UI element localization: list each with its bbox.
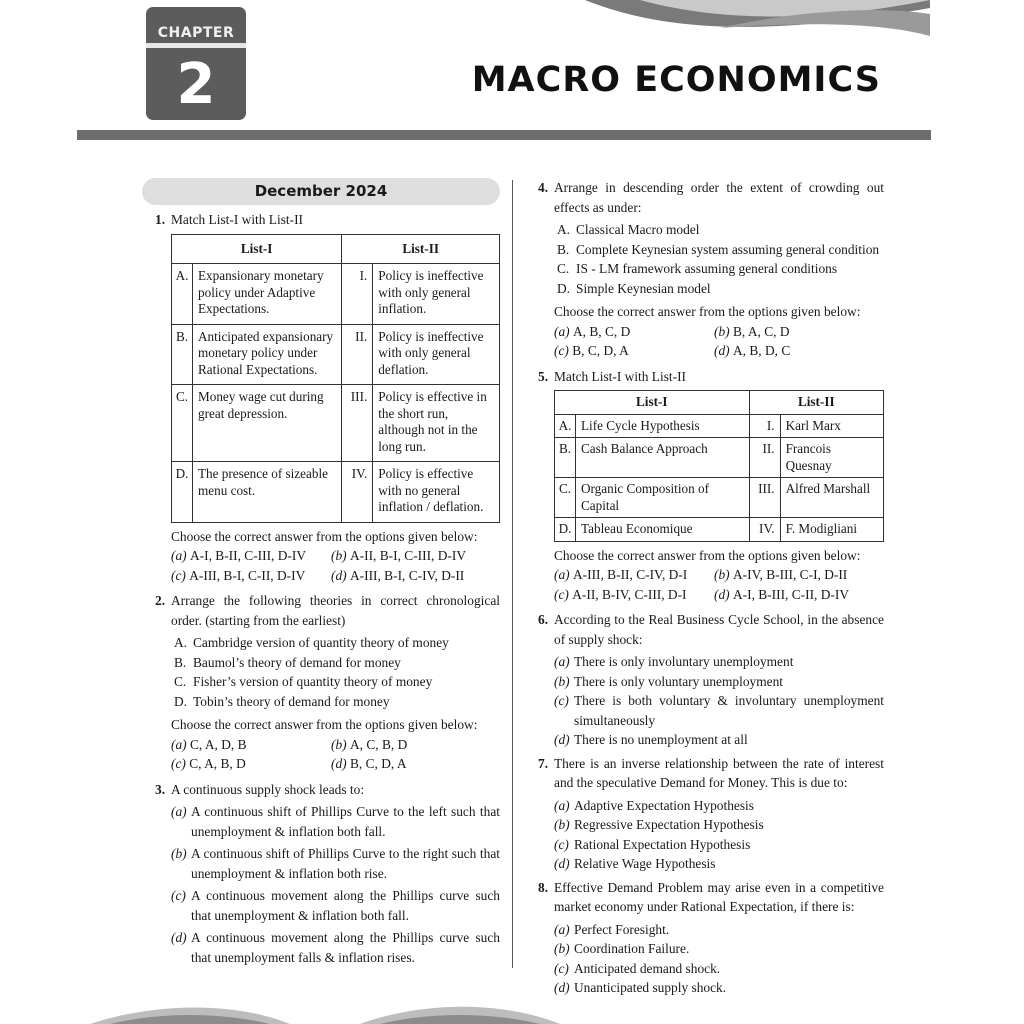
question-2 <box>155 591 500 630</box>
option-label: (a) <box>554 323 570 339</box>
table-header: List-I <box>555 391 750 415</box>
header-rule <box>77 130 931 140</box>
table-header: List-I <box>172 234 342 264</box>
table-cell: Policy is ineffective with only general deflation. <box>373 324 500 385</box>
question-3 <box>155 780 500 800</box>
column-divider <box>512 180 513 968</box>
table-row <box>172 324 500 385</box>
option-label: (b) <box>331 736 347 752</box>
question-8 <box>538 878 884 917</box>
option-text: A continuous shift of Phillips Curve to the left such that unemployment & inflation both fall. <box>191 804 500 839</box>
item-text: Baumol’s theory of demand for money <box>193 654 401 670</box>
option-label: (a) <box>554 797 570 813</box>
option-label: (a) <box>171 804 187 819</box>
options-grid <box>171 735 500 774</box>
question-number: 7. <box>538 755 549 771</box>
option-label: (d) <box>554 856 570 871</box>
item-text: Simple Keynesian model <box>576 280 711 296</box>
table-cell: I. <box>749 414 780 438</box>
table-cell: The presence of sizeable menu cost. <box>193 462 342 523</box>
table-cell: A. <box>172 264 193 325</box>
table-header-row <box>172 234 500 264</box>
question-text: Match List-I with List-II <box>171 212 304 227</box>
table-cell: D. <box>172 462 193 523</box>
section-heading: December 2024 <box>142 178 500 205</box>
option-text: B, C, D, A <box>572 343 629 358</box>
option-c <box>554 691 884 730</box>
option-text: Relative Wage Hypothesis <box>574 856 716 871</box>
option-a <box>171 802 500 841</box>
option-label: (d) <box>714 343 730 358</box>
option-b <box>171 844 500 883</box>
question-number: 5. <box>538 368 549 384</box>
table-cell: Organic Composition of Capital <box>576 478 750 518</box>
choose-instruction: Choose the correct answer from the options given below: <box>554 304 861 319</box>
table-row <box>555 414 884 438</box>
option-b <box>554 939 884 959</box>
item-label: D. <box>557 280 571 296</box>
option-b <box>714 322 884 342</box>
option-text: There is only involuntary unemployment <box>574 654 794 669</box>
item-text: Cambridge version of quantity theory of money <box>193 635 449 650</box>
option-label: (c) <box>171 888 186 903</box>
option-c <box>171 566 331 586</box>
option-label: (b) <box>331 548 347 563</box>
table-row <box>555 518 884 542</box>
table-cell: IV. <box>342 462 373 523</box>
option-c <box>554 835 884 855</box>
option-label: (a) <box>171 548 187 563</box>
table-cell: I. <box>342 264 373 325</box>
question-text: Effective Demand Problem may arise even in a competitive market economy under Rational Expectation, if there is: <box>554 879 884 914</box>
list-item <box>174 633 500 653</box>
table-cell: Policy is ineffective with only general inflation. <box>373 264 500 325</box>
item-label: C. <box>174 674 187 689</box>
item-label: B. <box>174 654 187 670</box>
option-d <box>554 854 884 874</box>
option-text: B, A, C, D <box>732 323 790 339</box>
table-cell: II. <box>342 324 373 385</box>
match-table <box>554 390 884 542</box>
chapter-title: MACRO ECONOMICS <box>471 60 881 100</box>
option-c <box>554 341 714 361</box>
option-text: Unanticipated supply shock. <box>574 980 727 995</box>
option-label: (b) <box>714 323 730 339</box>
question-4-body <box>538 220 884 361</box>
item-text: Tobin’s theory of demand for money <box>193 693 390 709</box>
list-item <box>174 672 500 692</box>
option-b <box>554 672 884 692</box>
item-label: C. <box>557 261 570 276</box>
table-cell: Policy is effective in the short run, although not in the long run. <box>373 385 500 462</box>
item-label: A. <box>174 635 188 650</box>
option-label: (b) <box>554 817 570 832</box>
table-cell: III. <box>749 478 780 518</box>
table-cell: Francois Quesnay <box>780 438 883 478</box>
option-text: A-II, B-IV, C-III, D-I <box>572 586 687 602</box>
option-text: A continuous shift of Phillips Curve to the right such that unemployment & inflation both rise. <box>191 846 500 881</box>
question-text: Arrange in descending order the extent of crowding out effects as under: <box>554 180 884 215</box>
option-label: (c) <box>554 586 569 602</box>
option-label: (d) <box>554 732 570 747</box>
option-text: There is no unemployment at all <box>574 732 748 747</box>
option-text: A, C, B, D <box>349 736 408 752</box>
option-text: Rational Expectation Hypothesis <box>574 836 751 852</box>
option-label: (b) <box>554 673 570 689</box>
item-text: Fisher’s version of quantity theory of money <box>193 674 433 689</box>
table-cell: B. <box>555 438 576 478</box>
choose-instruction: Choose the correct answer from the options given below: <box>171 528 478 544</box>
options-grid <box>554 322 884 361</box>
question-8-body <box>538 920 884 998</box>
option-text: A-III, B-I, C-IV, D-II <box>349 567 465 583</box>
question-5 <box>538 367 884 387</box>
question-number: 2. <box>155 593 166 608</box>
question-number: 8. <box>538 879 549 895</box>
option-a <box>554 322 714 342</box>
list-item <box>174 653 500 673</box>
option-text: A-II, B-I, C-III, D-IV <box>349 548 466 563</box>
option-label: (c) <box>171 756 186 771</box>
option-text: C, A, B, D <box>189 756 246 771</box>
match-table <box>171 234 500 523</box>
option-a <box>554 796 884 816</box>
left-column <box>155 178 500 967</box>
table-cell: Money wage cut during great depression. <box>193 385 342 462</box>
option-label: (c) <box>554 836 569 852</box>
option-b <box>554 815 884 835</box>
chapter-label: CHAPTER <box>157 25 235 41</box>
list-item <box>557 259 884 279</box>
option-label: (a) <box>554 654 570 669</box>
table-cell: IV. <box>749 518 780 542</box>
option-label: (c) <box>554 343 569 358</box>
option-a <box>554 652 884 672</box>
option-text: A-IV, B-III, C-I, D-II <box>732 567 848 582</box>
item-label: A. <box>557 222 571 237</box>
table-cell: Life Cycle Hypothesis <box>576 414 750 438</box>
option-label: (a) <box>171 736 187 752</box>
option-text: A continuous movement along the Phillips curve such that unemployment & inflation both fall. <box>191 888 500 923</box>
option-label: (c) <box>554 960 569 976</box>
question-text: There is an inverse relationship between the rate of interest and the speculative Demand for Money. This is due to: <box>554 755 884 790</box>
list-item <box>557 220 884 240</box>
item-text: Classical Macro model <box>576 222 700 237</box>
option-label: (b) <box>554 941 570 956</box>
question-number: 3. <box>155 781 166 797</box>
question-4 <box>538 178 884 217</box>
question-text: Match List-I with List-II <box>554 368 687 384</box>
option-text: A continuous movement along the Phillips curve such that unemployment falls & inflation rises. <box>191 930 500 965</box>
table-cell: C. <box>555 478 576 518</box>
choose-instruction: Choose the correct answer from the options given below: <box>554 547 861 563</box>
item-label: B. <box>557 241 570 257</box>
option-text: A, B, C, D <box>572 323 631 339</box>
option-text: There is only voluntary unemployment <box>574 673 783 689</box>
table-cell: Policy is effective with no general inflation / deflation. <box>373 462 500 523</box>
question-2-body <box>155 633 500 774</box>
option-d <box>331 566 500 586</box>
item-label: D. <box>174 693 188 709</box>
option-b <box>714 565 884 585</box>
option-text: B, C, D, A <box>349 756 407 771</box>
question-text: Arrange the following theories in correct chronological order. (starting from the earliest) <box>171 593 500 628</box>
options-grid <box>554 565 884 604</box>
table-header-row <box>555 391 884 415</box>
question-1-body <box>155 234 500 586</box>
question-7-body <box>538 796 884 874</box>
option-label: (a) <box>554 921 570 937</box>
question-1 <box>155 210 500 230</box>
option-d <box>331 754 500 774</box>
option-label: (c) <box>171 567 186 583</box>
option-label: (d) <box>331 567 347 583</box>
table-row <box>172 264 500 325</box>
question-number: 1. <box>155 212 166 227</box>
question-number: 6. <box>538 612 549 627</box>
question-3-body <box>155 802 500 967</box>
table-cell: F. Modigliani <box>780 518 883 542</box>
options-grid <box>171 546 500 585</box>
table-row <box>172 385 500 462</box>
option-c <box>554 959 884 979</box>
option-d <box>714 341 884 361</box>
option-d <box>171 928 500 967</box>
question-text: A continuous supply shock leads to: <box>171 781 365 797</box>
option-c <box>171 754 331 774</box>
table-cell: Tableau Economique <box>576 518 750 542</box>
table-cell: D. <box>555 518 576 542</box>
option-a <box>554 920 884 940</box>
chapter-number: 2 <box>176 52 216 117</box>
question-7 <box>538 754 884 793</box>
table-header: List-II <box>342 234 500 264</box>
option-label: (d) <box>714 586 730 602</box>
option-label: (a) <box>554 567 570 582</box>
table-cell: Alfred Marshall <box>780 478 883 518</box>
option-label: (c) <box>554 693 569 708</box>
table-row <box>172 462 500 523</box>
option-b <box>331 546 500 566</box>
item-text: IS - LM framework assuming general conditions <box>576 261 838 276</box>
option-label: (d) <box>331 756 347 771</box>
option-text: Adaptive Expectation Hypothesis <box>574 797 754 813</box>
table-cell: Anticipated expansionary monetary policy under Rational Expectations. <box>193 324 342 385</box>
option-a <box>171 735 331 755</box>
choose-instruction: Choose the correct answer from the options given below: <box>171 717 478 732</box>
table-cell: II. <box>749 438 780 478</box>
option-label: (d) <box>554 980 570 995</box>
option-label: (d) <box>171 930 187 945</box>
option-text: Regressive Expectation Hypothesis <box>574 817 764 832</box>
list-item <box>174 692 500 712</box>
option-text: A-I, B-II, C-III, D-IV <box>189 548 306 563</box>
table-cell: B. <box>172 324 193 385</box>
right-column <box>538 178 884 998</box>
table-cell: III. <box>342 385 373 462</box>
option-label: (b) <box>171 846 187 861</box>
option-c <box>554 585 714 605</box>
question-text: According to the Real Business Cycle School, in the absence of supply shock: <box>554 612 884 647</box>
table-cell: A. <box>555 414 576 438</box>
footer-wave-decoration <box>0 990 1024 1024</box>
table-cell: Karl Marx <box>780 414 883 438</box>
table-row <box>555 438 884 478</box>
question-number: 4. <box>538 180 549 195</box>
option-text: A, B, D, C <box>732 343 791 358</box>
table-cell: C. <box>172 385 193 462</box>
table-row <box>555 478 884 518</box>
table-cell: Cash Balance Approach <box>576 438 750 478</box>
chapter-badge <box>146 7 246 120</box>
option-a <box>554 565 714 585</box>
option-text: Coordination Failure. <box>574 941 690 956</box>
option-text: A-III, B-I, C-II, D-IV <box>189 567 306 583</box>
option-b <box>331 735 500 755</box>
option-a <box>171 546 331 566</box>
option-text: Perfect Foresight. <box>574 921 670 937</box>
option-text: C, A, D, B <box>189 736 247 752</box>
list-item <box>557 240 884 260</box>
table-header: List-II <box>749 391 883 415</box>
list-item <box>557 279 884 299</box>
option-d <box>554 730 884 750</box>
question-6-body <box>538 652 884 750</box>
table-cell: Expansionary monetary policy under Adaptive Expectations. <box>193 264 342 325</box>
option-c <box>171 886 500 925</box>
option-text: There is both voluntary & involuntary unemployment simultaneously <box>574 693 884 728</box>
option-text: A-I, B-III, C-II, D-IV <box>732 586 849 602</box>
question-5-body <box>538 390 884 604</box>
item-text: Complete Keynesian system assuming general condition <box>576 241 880 257</box>
option-label: (b) <box>714 567 730 582</box>
option-text: Anticipated demand shock. <box>574 960 721 976</box>
option-text: A-III, B-II, C-IV, D-I <box>572 567 688 582</box>
question-6 <box>538 610 884 649</box>
option-d <box>714 585 884 605</box>
